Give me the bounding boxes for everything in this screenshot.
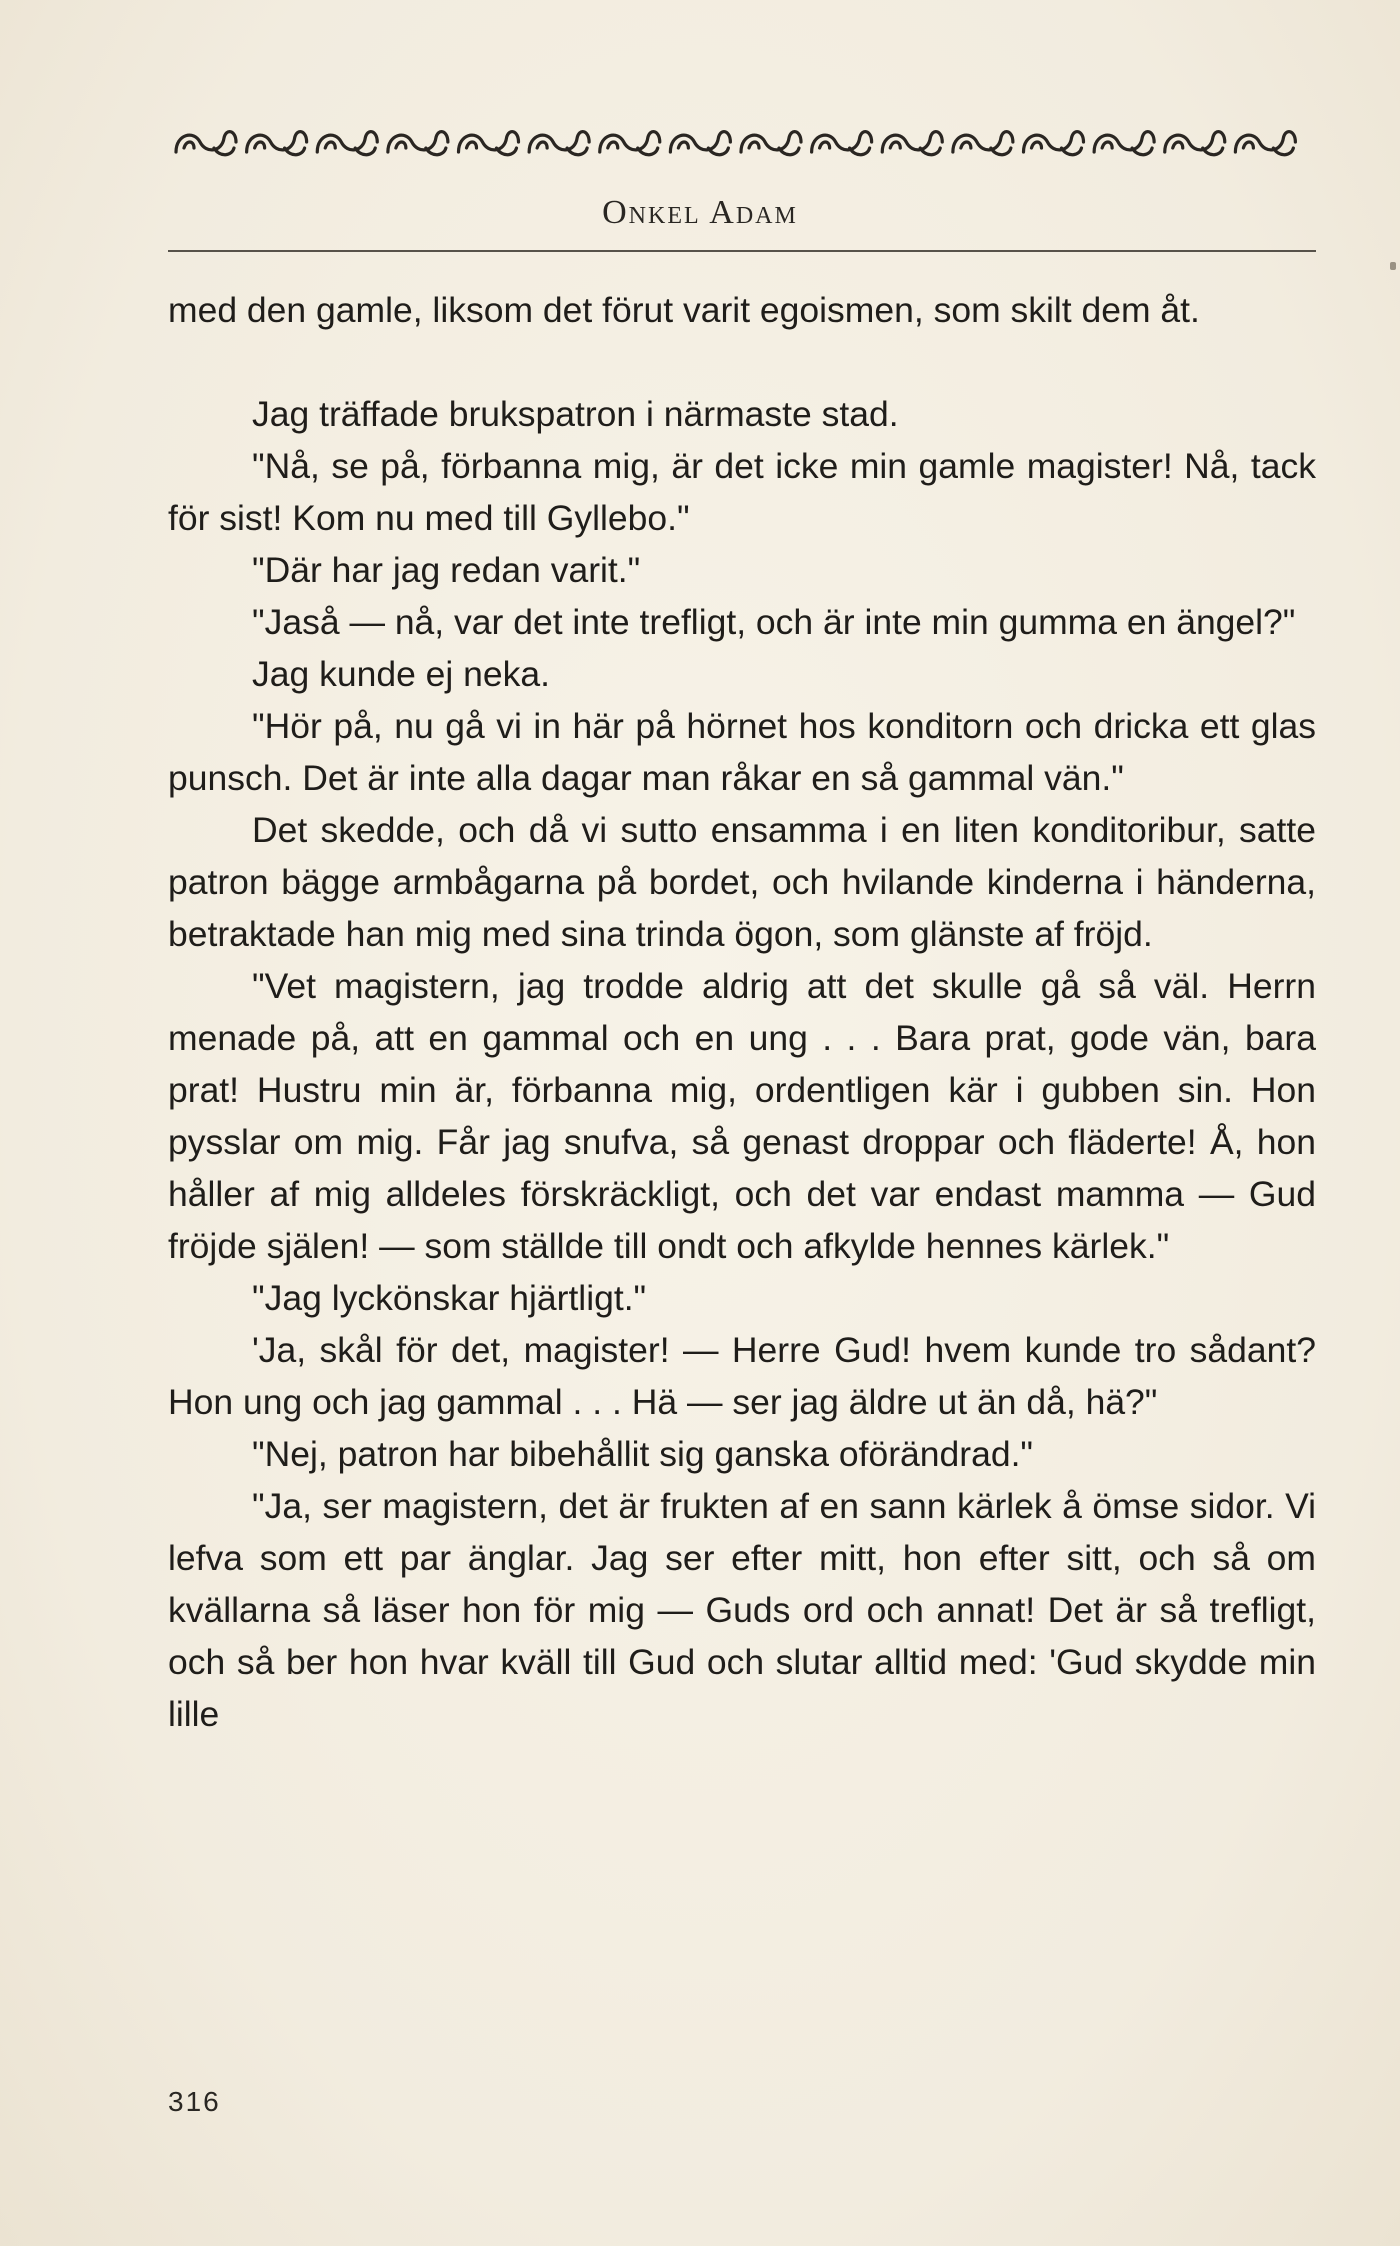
paragraph: 'Ja, skål för det, magister! — Herre Gud! hvem kunde tro sådant? Hon ung och jag gammal . . . Hä — ser jag äldre ut än då, hä?"	[168, 1330, 1316, 1422]
scroll-ornament-segment	[600, 132, 660, 155]
paragraph: "Ja, ser magistern, det är frukten af en sann kärlek å ömse sidor. Vi lefva som ett par änglar. Jag ser efter mitt, hon efter sitt, och så om kvällarna så läser hon för mig — Guds ord och annat! Det är så trefligt, och så ber hon hvar kväll till Gud och slutar alltid med: 'Gud skydde min lille	[168, 1486, 1316, 1734]
scroll-ornament-segment	[1165, 132, 1225, 155]
paragraph: med den gamle, liksom det förut varit egoismen, som skilt dem åt.	[168, 290, 1200, 330]
scroll-ornament-segment	[176, 132, 236, 155]
scroll-ornament-segment	[317, 132, 377, 155]
scroll-ornament-icon	[170, 118, 1300, 174]
scroll-ornament-segment	[388, 132, 448, 155]
body-text	[168, 284, 1316, 1740]
paragraph: "Jag lyckönskar hjärtligt."	[252, 1278, 647, 1318]
paragraph: Det skedde, och då vi sutto ensamma i en liten konditoribur, satte patron bägge armbågarna på bordet, och hvilande kinderna i händerna, betraktade han mig med sina trinda ögon, som glänste af fröjd.	[168, 810, 1316, 954]
scroll-ornament-segment	[882, 132, 942, 155]
scroll-ornament-segment	[459, 132, 519, 155]
scroll-ornament-segment	[812, 132, 872, 155]
scroll-ornament-segment	[529, 132, 589, 155]
paragraph: "Nej, patron har bibehållit sig ganska oförändrad."	[252, 1434, 1034, 1474]
scroll-ornament-segment	[1235, 132, 1295, 155]
page-number: 316	[168, 2086, 221, 2117]
paragraph: "Hör på, nu gå vi in här på hörnet hos konditorn och dricka ett glas punsch. Det är inte alla dagar man råkar en så gammal vän."	[168, 706, 1316, 798]
scroll-ornament-segment	[741, 132, 801, 155]
paragraph: "Nå, se på, förbanna mig, är det icke min gamle magister! Nå, tack för sist! Kom nu med till Gyllebo."	[168, 446, 1316, 538]
paragraph: Jag kunde ej neka.	[252, 654, 551, 694]
running-title: Onkel Adam	[602, 194, 798, 231]
scroll-ornament-segment	[247, 132, 307, 155]
header-rule	[168, 250, 1316, 252]
scroll-ornament-segment	[953, 132, 1013, 155]
paragraph: "Där har jag redan varit."	[252, 550, 641, 590]
paragraph: "Jaså — nå, var det inte trefligt, och är inte min gumma en ängel?"	[252, 602, 1296, 642]
scroll-ornament-segment	[670, 132, 730, 155]
paragraph: Jag träffade brukspatron i närmaste stad.	[252, 394, 899, 434]
scroll-ornament-segment	[1024, 132, 1084, 155]
scroll-ornament-segment	[1094, 132, 1154, 155]
paragraph: "Vet magistern, jag trodde aldrig att det skulle gå så väl. Herrn menade på, att en gammal och en ung . . . Bara prat, gode vän, bara prat! Hustru min är, förbanna mig, ordentligen kär i gubben sin. Hon pysslar om mig. Får jag snufva, så genast droppar och fläderte! Å, hon håller af mig alldeles förskräckligt, och det var endast mamma — Gud fröjde själen! — som ställde till ondt och afkylde hennes kärlek."	[168, 966, 1316, 1266]
paper-speck	[1390, 262, 1396, 270]
